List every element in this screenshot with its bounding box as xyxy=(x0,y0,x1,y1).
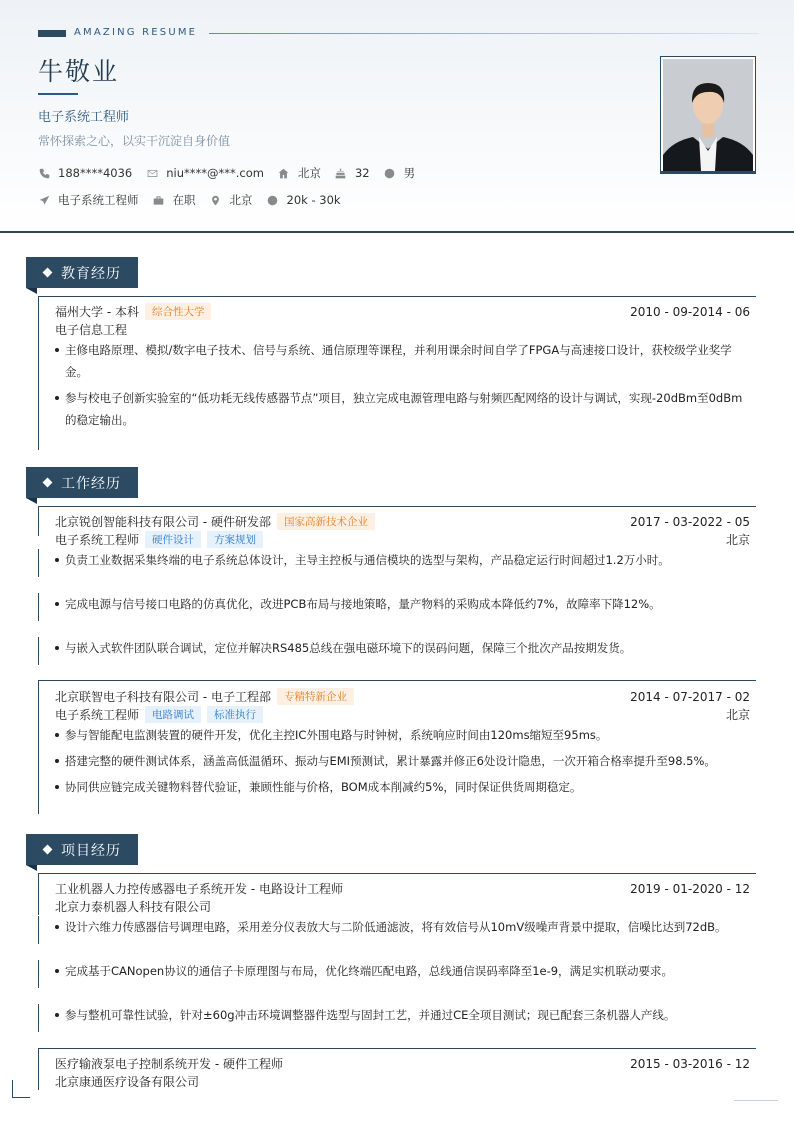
gender-icon xyxy=(384,167,396,179)
project-entry-header xyxy=(55,1055,750,1072)
contact-row-1 xyxy=(38,165,429,181)
target-city-item xyxy=(210,192,253,208)
salary-item xyxy=(267,193,341,207)
work-role-row xyxy=(55,531,750,548)
education-date: 2010 - 09-2014 - 06 xyxy=(630,304,750,319)
diamond-icon xyxy=(43,845,53,855)
target-city-text: 北京 xyxy=(229,193,253,207)
target-position-text: 电子系统工程师 xyxy=(58,193,139,207)
mail-icon xyxy=(146,167,158,179)
project-entry-header xyxy=(55,880,750,897)
email-item xyxy=(146,166,264,180)
bullet-vertical-rule xyxy=(38,549,39,577)
work-entry-header xyxy=(55,688,750,705)
work-city: 北京 xyxy=(725,533,750,547)
job-title: 电子系统工程师 xyxy=(38,110,130,125)
send-icon xyxy=(38,194,50,206)
role-name: 电子系统工程师 xyxy=(55,708,140,722)
candidate-name: 牛敬业 xyxy=(38,57,120,86)
email-text: niu****@***.com xyxy=(166,166,264,180)
portrait-illustration xyxy=(663,59,753,171)
location-pin-icon xyxy=(210,194,222,206)
status-text: 在职 xyxy=(172,193,196,207)
section-title-projects xyxy=(26,834,138,865)
work-bullet: 负责工业数据采集终端的电子系统总体设计，主导主控板与通信模块的选型与架构，产品稳定运行时间超过1.2万小时。 xyxy=(55,549,750,571)
section-rule xyxy=(38,506,756,507)
section-vertical-rule xyxy=(38,296,39,450)
section-rule xyxy=(38,296,756,297)
section-vertical-rule xyxy=(38,506,39,536)
diamond-icon xyxy=(43,268,53,278)
education-title-text: 教育经历 xyxy=(61,265,121,282)
work-bullet: 协同供应链完成关键物料替代验证，兼顾性能与价格，BOM成本削减约5%，同时保证供货周期稳定。 xyxy=(55,776,750,798)
major-name: 电子信息工程 xyxy=(55,323,128,337)
age-text: 32 xyxy=(354,166,370,180)
education-bullet: 主修电路原理、模拟/数字电子技术、信号与系统、通信原理等课程，并利用课余时间自学了FPGA与高速接口设计，获校级学业奖学金。 xyxy=(55,339,750,383)
project-date: 2019 - 01-2020 - 12 xyxy=(630,881,750,896)
work-bullet: 与嵌入式软件团队联合调试，定位并解决RS485总线在强电磁环境下的误码问题，保障三个批次产品按期发货。 xyxy=(55,637,750,659)
cake-icon xyxy=(335,167,347,179)
project-date: 2015 - 03-2016 - 12 xyxy=(630,1056,750,1071)
gender-item xyxy=(384,165,416,181)
project-company: 北京力泰机器人科技有限公司 xyxy=(55,900,212,914)
project-bullet: 设计六维力传感器信号调理电路，采用差分仪表放大与二阶低通滤波，将有效信号从10mV级噪声背景中提取，信噪比达到72dB。 xyxy=(55,916,750,938)
education-bullet: 参与校电子创新实验室的“低功耗无线传感器节点”项目，独立完成电源管理电路与射频匹配网络的设计与调试，实现-20dBm至0dBm的稳定输出。 xyxy=(55,387,750,431)
profile-photo xyxy=(660,56,756,174)
name-underline xyxy=(38,93,78,95)
brand-bar xyxy=(38,30,66,37)
project-company: 北京康通医疗设备有限公司 xyxy=(55,1075,200,1089)
work-bullet: 搭建完整的硬件测试体系，涵盖高低温循环、振动与EMI预测试，累计暴露并修正6处设计隐患，一次开箱合格率提升至98.5%。 xyxy=(55,750,750,772)
section-vertical-rule xyxy=(38,1048,39,1090)
section-title-education xyxy=(26,257,138,288)
school-tag: 综合性大学 xyxy=(145,303,212,320)
section-vertical-rule xyxy=(38,680,39,814)
money-icon xyxy=(267,194,279,206)
salary-text: 20k - 30k xyxy=(286,193,341,207)
header-divider xyxy=(0,231,794,233)
bullet-vertical-rule xyxy=(38,916,39,944)
project-bullet: 参与整机可靠性试验，针对±60g冲击环境调整器件选型与固封工艺，并通过CE全项目测试；现已配套三条机器人产线。 xyxy=(55,1004,750,1026)
major-row xyxy=(55,321,750,338)
project-bullet: 完成基于CANopen协议的通信子卡原理图与布局，优化终端匹配电路，总线通信误码率降至1e-9，满足实机联动要求。 xyxy=(55,960,750,982)
status-item xyxy=(153,192,196,208)
target-position-item xyxy=(38,192,139,208)
company-tag: 专精特新企业 xyxy=(277,688,354,705)
project-company-row xyxy=(55,1073,750,1090)
bullet-vertical-rule xyxy=(38,593,39,621)
bullet-vertical-rule xyxy=(38,637,39,665)
brand-text: AMAZING RESUME xyxy=(74,27,198,38)
company-name: 北京联智电子科技有限公司 - 电子工程部 xyxy=(55,690,271,704)
section-tab-fold xyxy=(26,865,37,871)
work-date: 2017 - 03-2022 - 05 xyxy=(630,514,750,529)
phone-text: 188****4036 xyxy=(58,166,133,180)
skill-tag: 硬件设计 xyxy=(145,531,201,548)
contact-row-2 xyxy=(38,192,355,208)
page-corner-mark-right xyxy=(734,1100,778,1101)
role-name: 电子系统工程师 xyxy=(55,533,140,547)
section-title-work xyxy=(26,467,138,498)
phone-item xyxy=(38,166,132,180)
project-company-row xyxy=(55,898,750,915)
work-city: 北京 xyxy=(725,708,750,722)
company-tag: 国家高新技术企业 xyxy=(277,513,375,530)
section-tab-fold xyxy=(26,498,37,504)
work-title-text: 工作经历 xyxy=(61,475,121,492)
age-item xyxy=(335,166,370,180)
home-icon xyxy=(278,167,290,179)
project-name: 工业机器人力控传感器电子系统开发 - 电路设计工程师 xyxy=(55,882,343,896)
work-bullet: 完成电源与信号接口电路的仿真优化，改进PCB布局与接地策略，量产物料的采购成本降低约7%，故障率下降12%。 xyxy=(55,593,750,615)
section-tab-fold xyxy=(26,288,37,294)
entry-separator xyxy=(38,680,756,681)
page-corner-mark xyxy=(12,1080,30,1098)
work-bullet: 参与智能配电监测装置的硬件开发，优化主控IC外围电路与时钟树，系统响应时间由120ms缩短至95ms。 xyxy=(55,724,750,746)
skill-tag: 标准执行 xyxy=(207,706,263,723)
bullet-vertical-rule xyxy=(38,1004,39,1032)
residence-text: 北京 xyxy=(297,166,321,180)
project-name: 医疗输液泵电子控制系统开发 - 硬件工程师 xyxy=(55,1057,283,1071)
photo-image xyxy=(663,59,753,171)
photo-accent-bar xyxy=(660,171,756,174)
section-vertical-rule xyxy=(38,873,39,915)
skill-tag: 电路调试 xyxy=(145,706,201,723)
brand-line xyxy=(209,33,759,34)
briefcase-icon xyxy=(153,194,165,206)
company-name: 北京锐创智能科技有限公司 - 硬件研发部 xyxy=(55,515,271,529)
section-rule xyxy=(38,873,756,874)
projects-title-text: 项目经历 xyxy=(61,842,121,859)
work-date: 2014 - 07-2017 - 02 xyxy=(630,689,750,704)
bullet-vertical-rule xyxy=(38,960,39,988)
skill-tag: 方案规划 xyxy=(207,531,263,548)
residence-item xyxy=(278,165,321,181)
gender-text: 男 xyxy=(403,166,416,180)
diamond-icon xyxy=(43,478,53,488)
education-entry-header xyxy=(55,303,750,320)
school-name: 福州大学 - 本科 xyxy=(55,305,139,319)
work-entry-header xyxy=(55,513,750,530)
entry-separator xyxy=(38,1048,756,1049)
motto: 常怀探索之心，以实干沉淀自身价值 xyxy=(38,134,231,148)
phone-icon xyxy=(38,167,50,179)
work-role-row xyxy=(55,706,750,723)
